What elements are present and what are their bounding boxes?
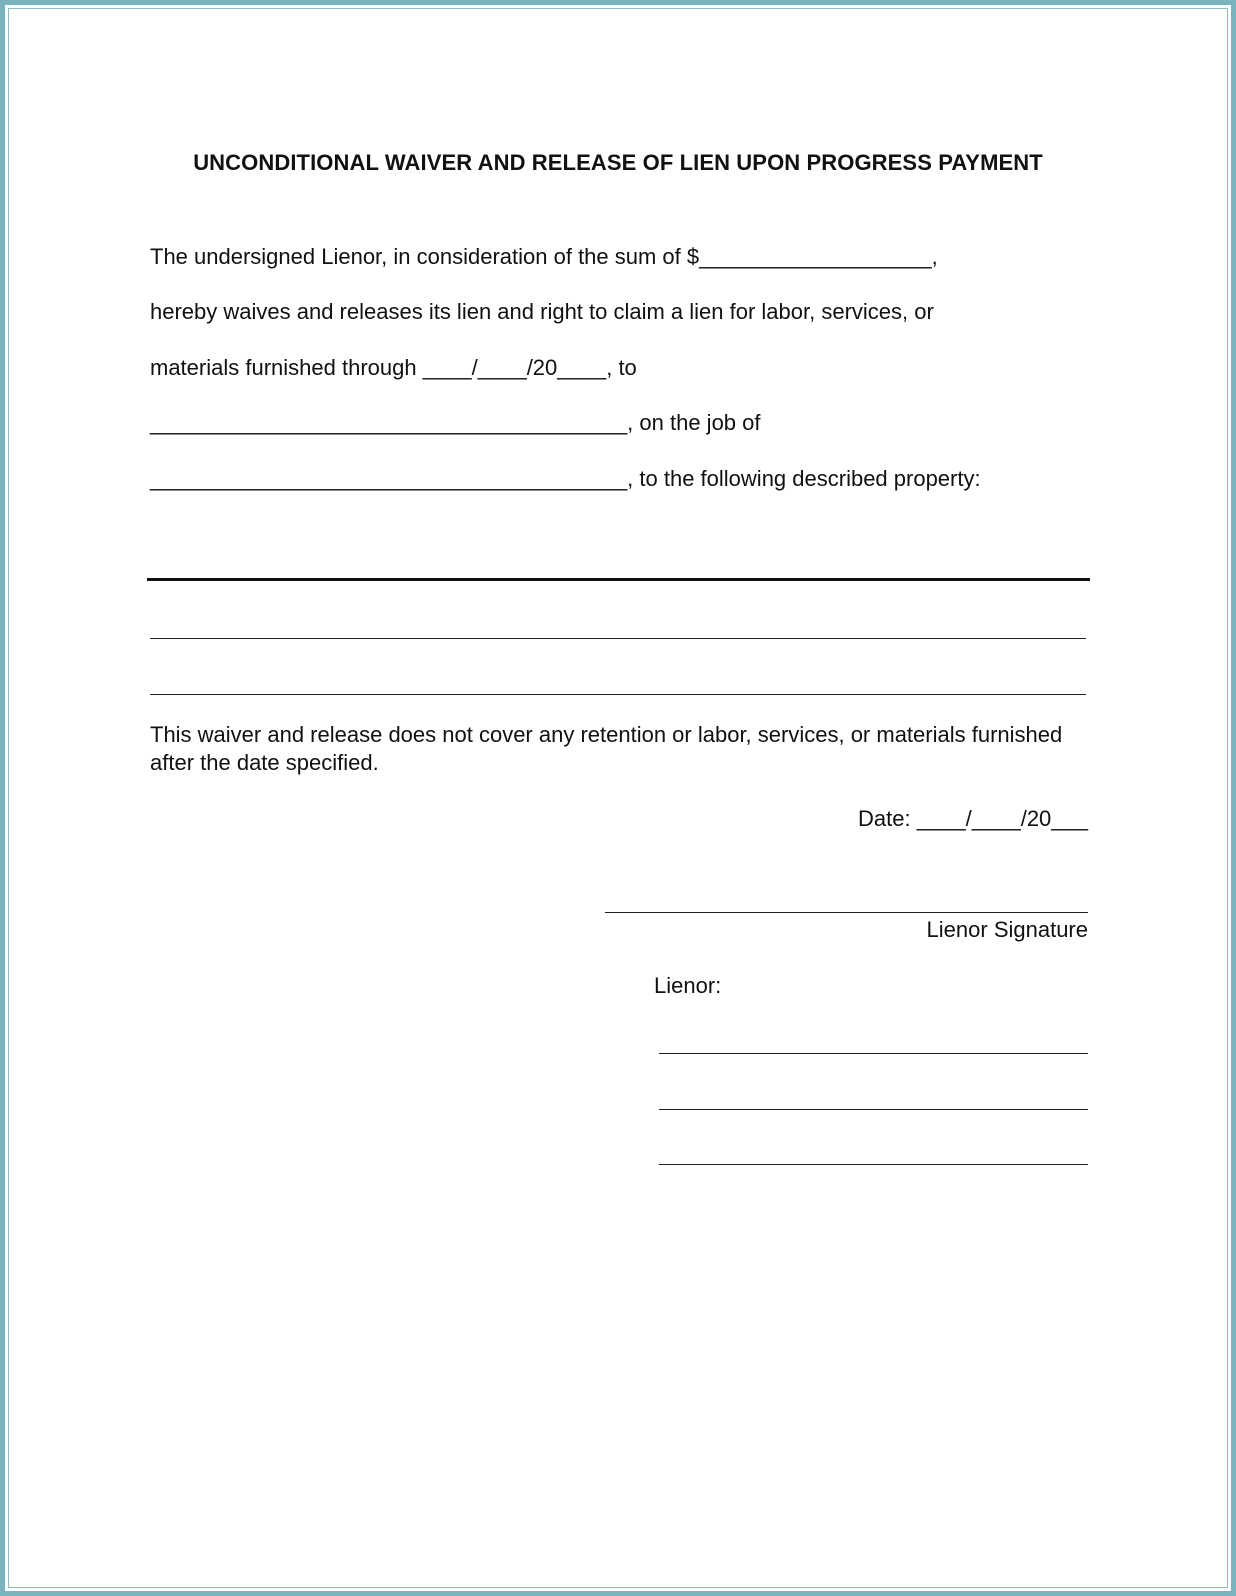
lienor-blank-2 — [659, 1109, 1088, 1110]
job-of-line: _______________________________________, on the job of — [150, 410, 761, 435]
signature-label: Lienor Signature — [926, 917, 1088, 942]
consideration-sum-line: The undersigned Lienor, in consideration of the sum of $___________________, — [150, 244, 938, 269]
lienor-blank-3 — [659, 1164, 1088, 1165]
lienor-blank-1 — [659, 1053, 1088, 1054]
property-description-rule — [147, 578, 1090, 581]
retention-disclaimer: This waiver and release does not cover any retention or labor, services, or materials furnished after the date specified. — [150, 722, 1063, 775]
property-line: _______________________________________, to the following described property: — [150, 466, 981, 491]
property-description-blank-1 — [150, 638, 1086, 639]
signature-line — [605, 912, 1088, 913]
property-description-blank-2 — [150, 694, 1086, 695]
date-field: Date: ____/____/20___ — [858, 806, 1088, 831]
waiver-statement-line: hereby waives and releases its lien and right to claim a lien for labor, services, or — [150, 299, 934, 324]
lienor-label: Lienor: — [654, 973, 722, 998]
furnished-through-line: materials furnished through ____/____/20____, to — [150, 355, 637, 380]
document-title: UNCONDITIONAL WAIVER AND RELEASE OF LIEN UPON PROGRESS PAYMENT — [193, 150, 1043, 175]
